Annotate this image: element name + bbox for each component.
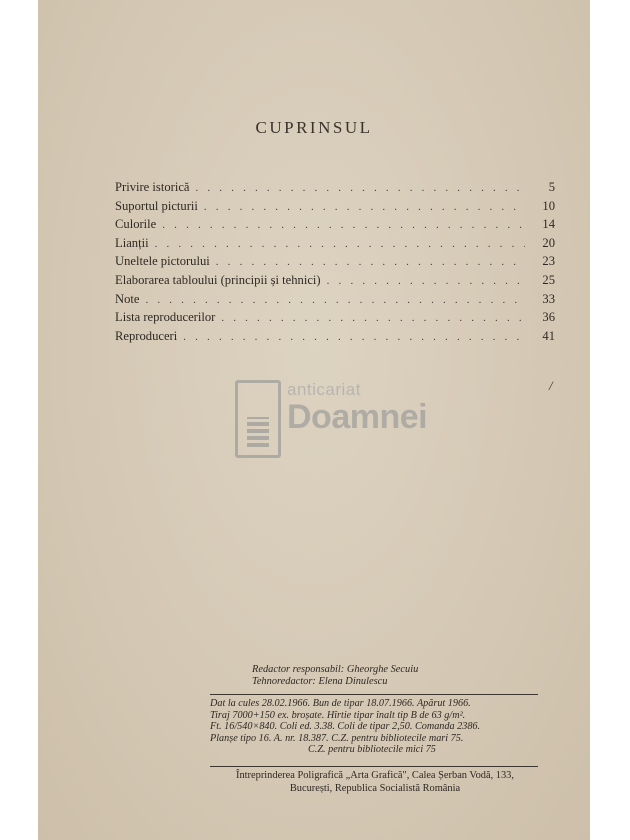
toc-entry — [115, 217, 555, 236]
toc-entry — [115, 199, 555, 218]
stray-pen-mark: / — [549, 378, 553, 393]
dot-leader — [204, 201, 525, 213]
toc-entry-label: Lianții — [115, 235, 149, 250]
printer-info — [210, 769, 540, 795]
toc-entry-page: 25 — [542, 272, 555, 287]
toc-entry — [115, 310, 555, 329]
toc-entry — [115, 180, 555, 199]
toc-entry-page: 41 — [542, 328, 555, 343]
toc-entry-page: 36 — [542, 310, 555, 325]
page-title: CUPRINSUL — [255, 118, 373, 137]
toc-entry-label: Culorile — [115, 217, 157, 232]
toc-entry-page: 20 — [542, 235, 555, 250]
toc-entry-page: 10 — [542, 198, 555, 213]
toc-entry-label: Privire istorică — [115, 180, 190, 194]
book-logo-icon — [235, 380, 281, 458]
imprint-line: Dat la cules 28.02.1966. Bun de tipar 18.07.1966. Apărut 1966. — [210, 698, 471, 709]
book-page — [38, 0, 590, 840]
dot-leader — [162, 219, 525, 231]
divider — [210, 766, 538, 767]
imprint-line: Tiraj 7000+150 ex. broșate. Hîrtie tipar înalt tip B de 63 g/m². — [210, 709, 466, 721]
dot-leader — [221, 312, 525, 324]
dot-leader — [145, 294, 525, 306]
toc-entry — [115, 292, 555, 311]
printer-line: București, Republica Socialistă România — [289, 783, 461, 794]
table-of-contents — [115, 180, 555, 347]
dot-leader — [155, 238, 525, 250]
toc-entry — [115, 236, 555, 255]
toc-entry-page: 33 — [542, 291, 555, 306]
imprint-line: Ft. 16/540×840. Coli ed. 3.38. Coli de tipar 2,50. Comanda 2386. — [210, 721, 481, 733]
toc-entry — [115, 273, 555, 292]
toc-entry-label: Reproduceri — [115, 328, 178, 343]
toc-entry-label: Note — [115, 291, 140, 306]
credit-line: Redactor responsabil: Gheorghe Secuiu — [252, 664, 419, 675]
watermark — [235, 380, 435, 460]
toc-entry-label: Lista reproducerilor — [115, 310, 216, 325]
toc-entry — [115, 329, 555, 348]
watermark-line1: anticariat — [287, 380, 361, 399]
dot-leader — [216, 256, 525, 268]
toc-entry-page: 23 — [542, 254, 555, 269]
divider — [210, 694, 538, 695]
imprint-line: Planșe tipo 16. A. nr. 18.387. C.Z. pentru bibliotecile mari 75. — [210, 732, 464, 744]
imprint-line: C.Z. pentru bibliotecile mici 75 — [308, 744, 436, 756]
toc-entry-label: Elaborarea tabloului (principii și tehnici) — [115, 272, 321, 287]
printer-line: Întreprinderea Poligrafică „Arta Grafică", Calea Șerban Vodă, 133, — [236, 770, 514, 781]
watermark-line2: Doamnei — [287, 398, 428, 436]
toc-entry-label: Suportul picturii — [115, 198, 198, 213]
dot-leader — [196, 182, 526, 194]
dot-leader — [327, 275, 525, 287]
toc-entry-page: 14 — [542, 217, 555, 232]
imprint-block — [210, 698, 540, 756]
credit-line: Tehnoredactor: Elena Dinulescu — [252, 676, 388, 688]
toc-entry-label: Uneltele pictorului — [115, 254, 210, 269]
editorial-credits — [252, 664, 418, 689]
toc-entry-page: 5 — [548, 180, 555, 194]
dot-leader — [183, 331, 525, 343]
toc-entry — [115, 254, 555, 273]
